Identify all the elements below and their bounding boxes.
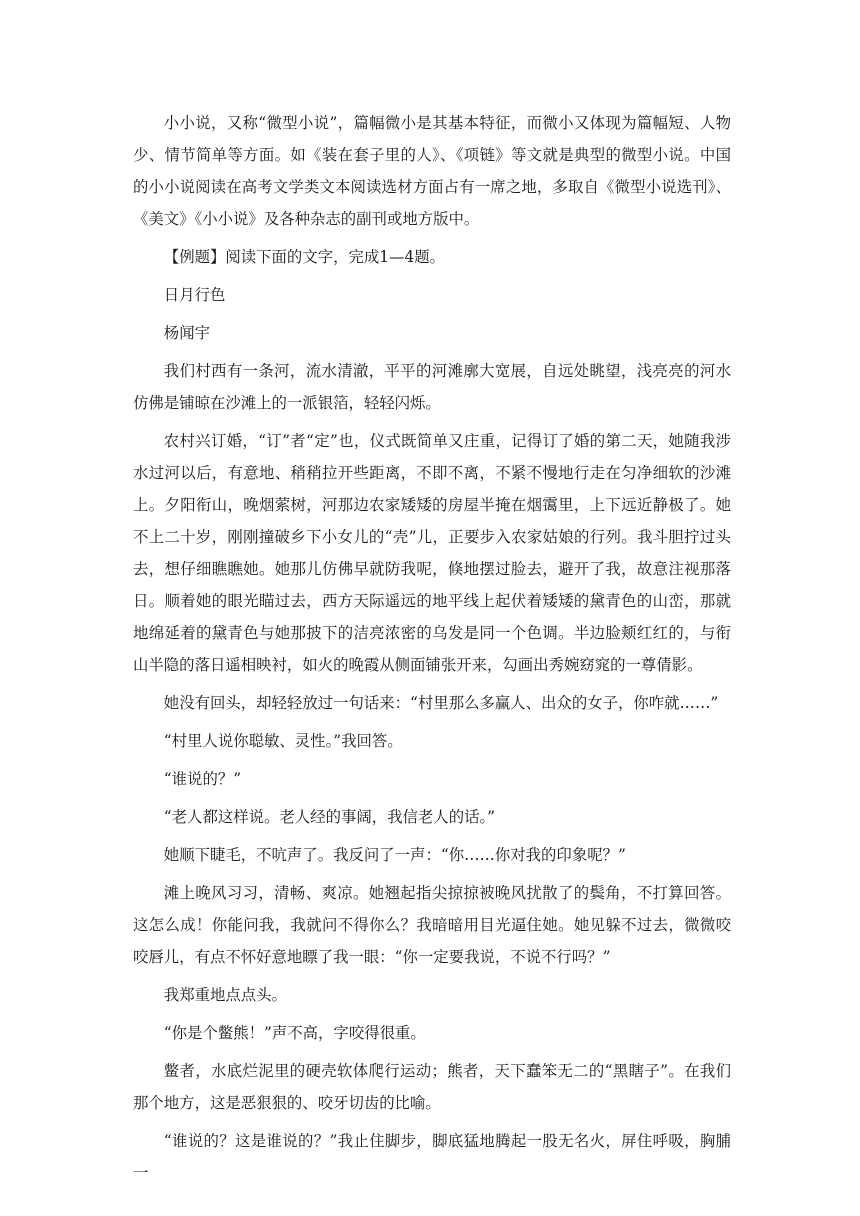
intro-paragraph: 小小说，又称“微型小说”，篇幅微小是其基本特征，而微小又体现为篇幅短、人物少、情节简单等方面。如《装在套子里的人》、《项链》等文就是典型的微型小说。中国的小小说阅读在高考文学类文本阅读选材方面占有一席之地，多取自《微型小说选刊》、《美文》《小小说》及各种杂志的副刊或地方版中。 [133, 114, 731, 228]
story-paragraph: “老人都这样说。老人经的事阔，我信老人的话。” [163, 808, 496, 826]
story-author: 杨闻宇 [163, 324, 210, 342]
story-paragraph: 农村兴订婚，“订”者“定”也，仪式既简单又庄重，记得订了婚的第二天，她随我涉水过河以后，有意地、稍稍拉开些距离，不即不离，不紧不慢地行走在匀净细软的沙滩上。夕阳衔山，晚烟萦树，河那边农家矮矮的房屋半掩在烟霭里，上下远近静极了。她不上二十岁，刚刚撞破乡下小女儿的“壳”儿，正要步入农家姑娘的行列。我斗胆拧过头去，想仔细瞧瞧她。她那儿仿佛早就防我呢，倏地摆过脸去，避开了我，故意注视那落日。顺着她的眼光瞄过去，西方天际遥远的地平线上起伏着矮矮的黛青色的山峦，那就地绵延着的黛青色与她那披下的洁亮浓密的乌发是同一个色调。半边脸颊红红的，与衔山半隐的落日遥相映衬，如火的晚霞从侧面铺张开来，勾画出秀婉窈窕的一尊倩影。 [133, 432, 731, 674]
story-paragraph: 滩上晚风习习，清畅、爽凉。她翘起指尖掠掠被晚风扰散了的鬓角，不打算回答。这怎么成！你能问我，我就问不得你么？我暗暗用目光逼住她。她见躲不过去，微微咬咬唇儿，有点不怀好意地瞟了我一眼：“你一定要我说，不说不行吗？” [133, 884, 731, 966]
example-heading: 【例题】阅读下面的文字，完成1—4题。 [163, 248, 446, 266]
story-paragraph: 我郑重地点点头。 [163, 986, 287, 1004]
document-body [133, 107, 731, 1195]
story-paragraph: 鳖者，水底烂泥里的硬壳软体爬行运动；熊者，天下蠢笨无二的“黑瞎子”。在我们那个地方，这是恶狠狠的、咬牙切齿的比喻。 [133, 1062, 731, 1112]
story-paragraph: 她没有回头，却轻轻放过一句话来：“村里那么多赢人、出众的女子，你咋就……” [163, 694, 719, 712]
story-paragraph: “谁说的？这是谁说的？”我止住脚步，脚底猛地腾起一股无名火，屏住呼吸，胸脯一 [133, 1132, 731, 1182]
story-paragraph: “你是个鳖熊！”声不高，字咬得很重。 [163, 1024, 426, 1042]
story-paragraph: “村里人说你聪敏、灵性。”我回答。 [163, 732, 403, 750]
story-paragraph: 她顺下睫毛，不吭声了。我反问了一声：“你……你对我的印象呢？” [163, 846, 626, 864]
story-paragraph: “谁说的？” [163, 770, 242, 788]
story-title: 日月行色 [163, 286, 226, 304]
story-paragraph: 我们村西有一条河，流水清澈，平平的河滩廓大宽展，自远处眺望，浅亮亮的河水仿佛是铺晾在沙滩上的一派银箔，轻轻闪烁。 [133, 362, 731, 412]
